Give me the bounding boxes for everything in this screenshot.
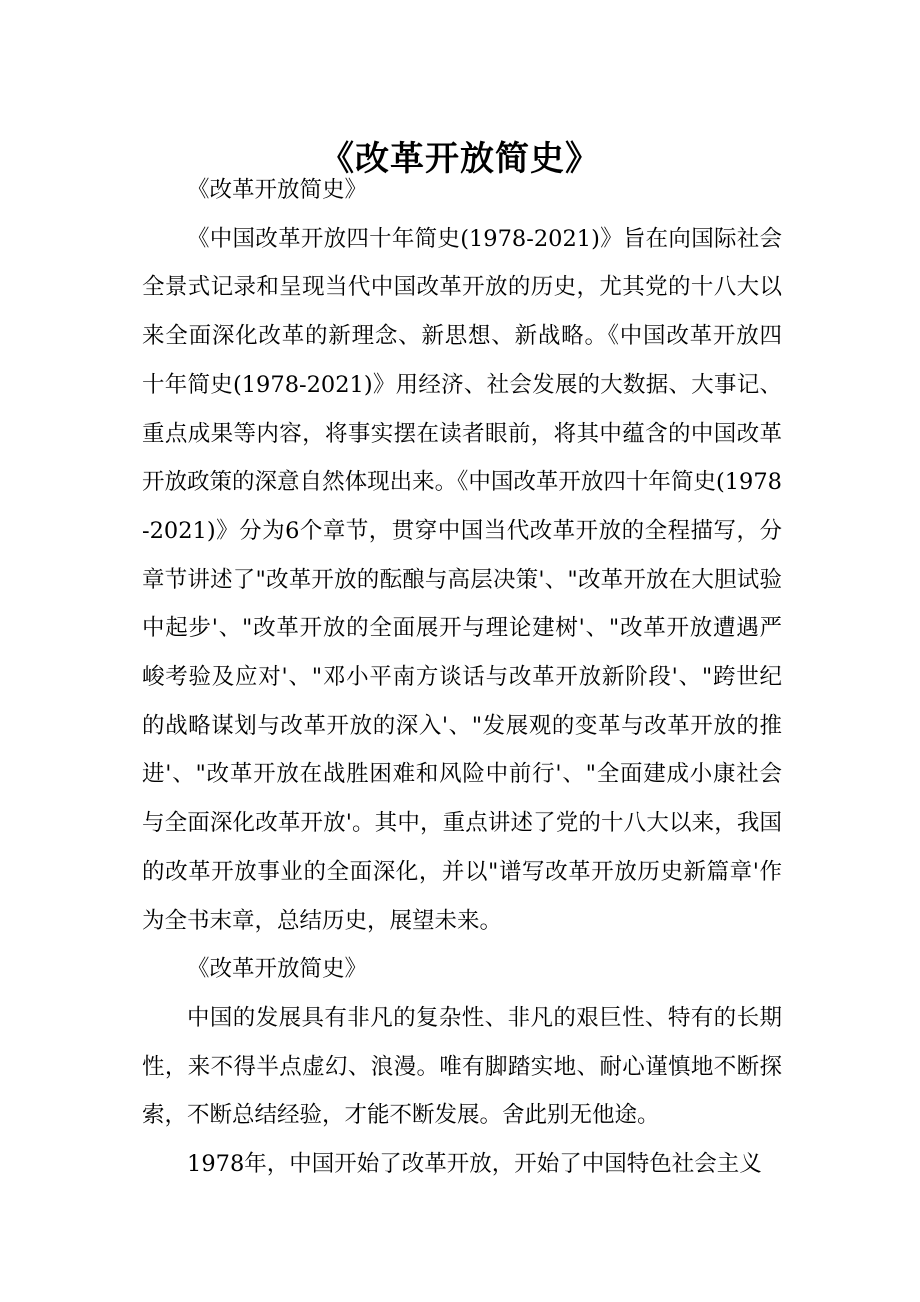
document-body (142, 166, 782, 1189)
paragraph-1978: 1978年，中国开始了改革开放，开始了中国特色社会主义 (187, 1151, 762, 1178)
document-title: 《改革开放简史》 (320, 138, 600, 179)
paragraph-intro: 《中国改革开放四十年简史(1978-2021)》旨在向国际社会全景式记录和呈现当代中国改革开放的历史，尤其党的十八大以来全面深化改革的新理念、新思想、新战略。《中国改革开放四十年简史(1978-2021)》用经济、社会发展的大数据、大事记、重点成果等内容，将事实摆在读者眼前，将其中蕴含的中国改革开放政策的深意自然体现出来。《中国改革开放四十年简史(1978-2021)》分为6个章节，贯穿中国当代改革开放的全程描写，分章节讲述了"改革开放的酝酿与高层决策'、"改革开放在大胆试验中起步'、"改革开放的全面展开与理论建树'、"改革开放遭遇严峻考验及应对'、"邓小平南方谈话与改革开放新阶段'、"跨世纪的战略谋划与改革开放的深入'、"发展观的变革与改革开放的推进'、"改革开放在战胜困难和风险中前行'、"全面建成小康社会与全面深化改革开放'。其中，重点讲述了党的十八大以来，我国的改革开放事业的全面深化，并以"谱写改革开放历史新篇章'作为全书末章，总结历史，展望未来。 (142, 225, 782, 934)
paragraph-development: 中国的发展具有非凡的复杂性、非凡的艰巨性、特有的长期性，来不得半点虚幻、浪漫。唯有脚踏实地、耐心谨慎地不断探索，不断总结经验，才能不断发展。舍此别无他途。 (142, 1004, 782, 1129)
paragraph-heading-1: 《改革开放简史》 (187, 177, 368, 203)
paragraph-heading-2: 《改革开放简史》 (187, 956, 368, 983)
